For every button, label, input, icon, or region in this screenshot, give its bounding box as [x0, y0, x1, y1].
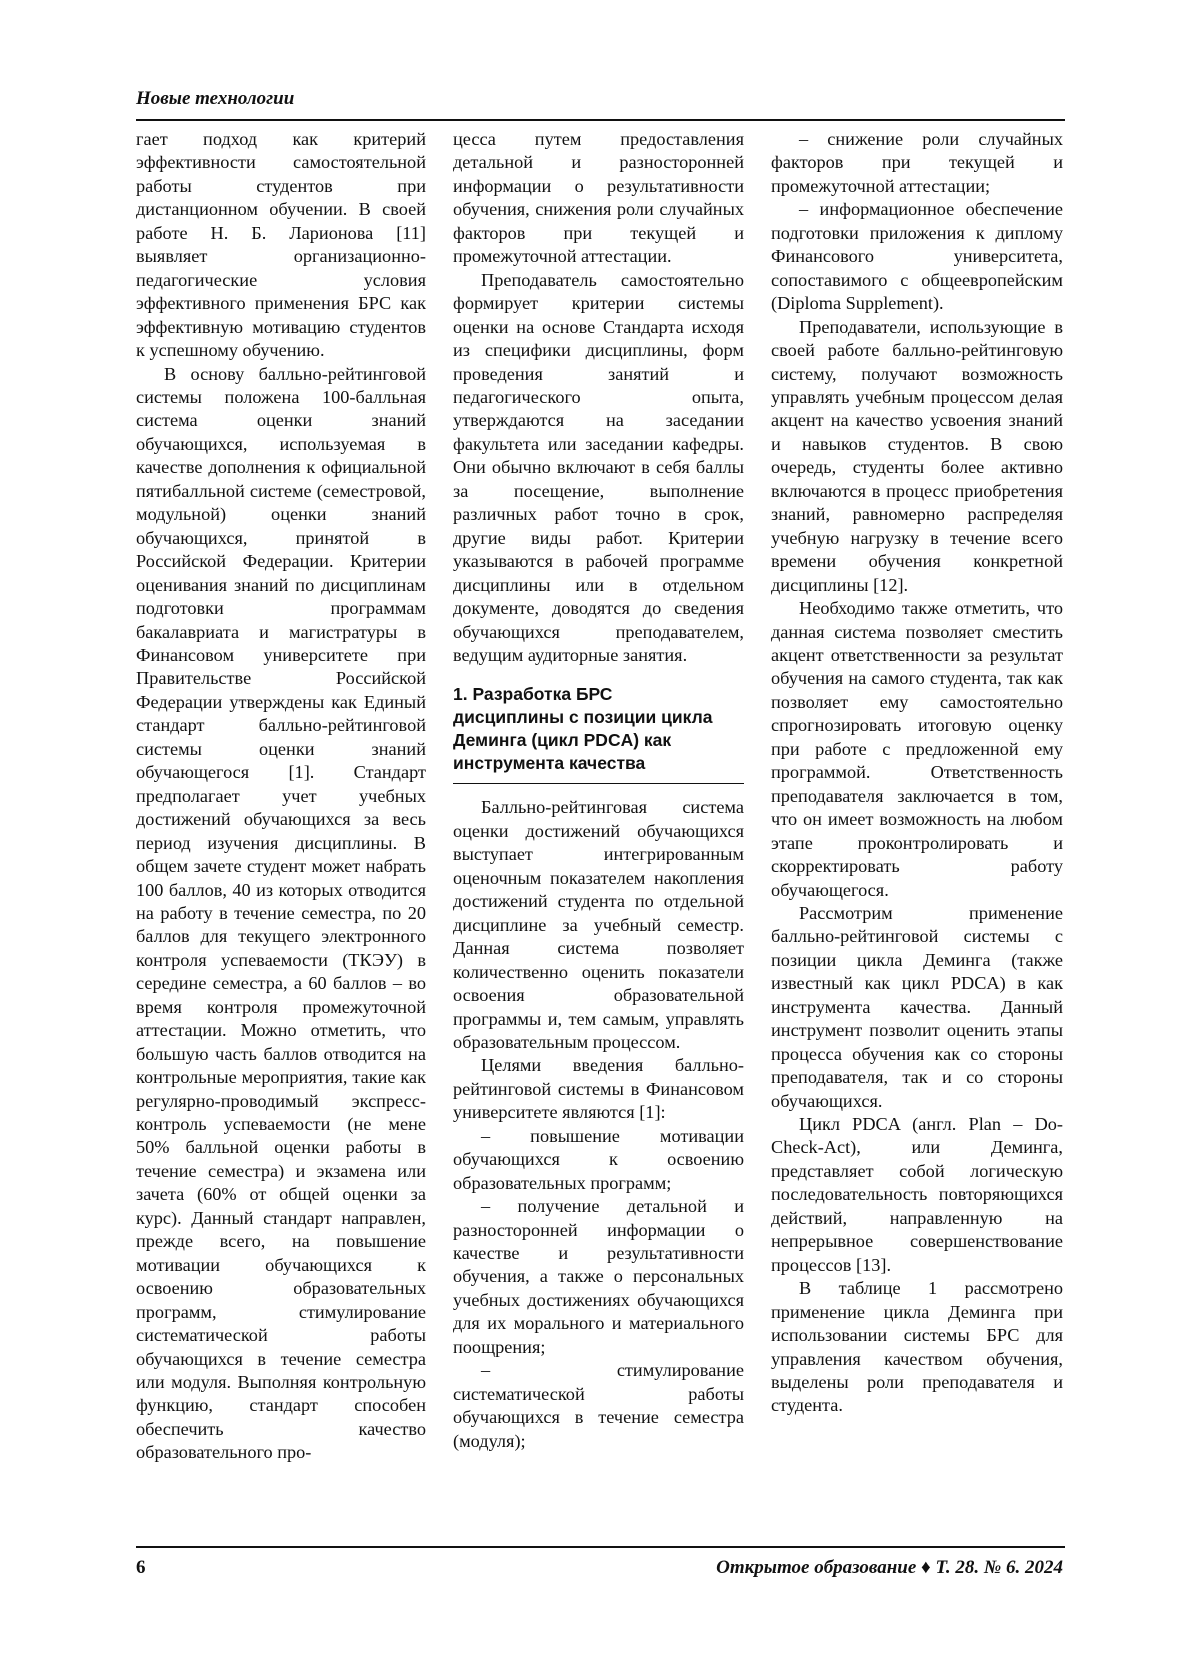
paragraph: цесса путем предоставления детальной и разносторонней информации о результативности обучения, снижения роли случайных факторов при текущей и промежуточной аттестации. — [453, 129, 744, 267]
text-column-1 — [136, 128, 426, 1465]
paragraph: гает подход как критерий эффективности самостоятельной работы студентов при дистанционном обучении. В своей работе Н. Б. Ларионова [11] выявляет организационно-педагогические условия эффективного применения БРС как эффективную мотивацию студентов к успешному обучению. — [136, 129, 426, 361]
section-heading-line: инструмента качества — [453, 753, 646, 774]
running-head-section: Новые технологии — [136, 88, 295, 109]
section-heading-line: дисциплины с позиции цикла — [453, 707, 713, 728]
journal-citation — [716, 1557, 1063, 1579]
paragraph: В таблице 1 рассмотрено применение цикла Деминга при использовании системы БРС для управления качеством обучения, выделены роли преподавателя и студента. — [771, 1278, 1063, 1416]
paragraph: Преподаватель самостоятельно формирует критерии системы оценки на основе Стандарта исходя из специфики дисциплины, форм проведения занятий и педагогического опыта, утверждаются на заседании факультета или заседании кафедры. Они обычно включают в себя баллы за посещение, выполнение различных работ точно в срок, другие виды работ. Критерии указываются в рабочей программе дисциплины или в отдельном документе, доводятся до сведения обучающихся преподавателем, ведущим аудиторные занятия. — [453, 269, 744, 665]
paragraph: Целями введения балльно-рейтинговой системы в Финансовом университете являются [1]: — [453, 1055, 744, 1123]
paragraph: Преподаватели, использующие в своей работе балльно-рейтинговую систему, получают возможность управлять учебным процессом делая акцент на качество усвоения знаний и навыков студентов. В свою очередь, студенты более активно включаются в процесс приобретения знаний, равномерно распределяя учебную нагрузку в течение всего времени обучения конкретной дисциплины [12]. — [771, 316, 1063, 595]
list-item: – снижение роли случайных факторов при текущей и промежуточной аттестации; — [771, 129, 1063, 196]
paragraph: Необходимо также отметить, что данная система позволяет сместить акцент ответственности за результат обучения на самого студента, так как позволяет ему самостоятельно спрогнозировать итоговую оценку при работе с предложенной ему программой. Ответственность преподавателя заключается в том, что он имеет возможность на любом этапе проконтролировать и скорректировать работу обучающегося. — [771, 598, 1063, 900]
list-item: – стимулирование систематической работы обучающихся в течение семестра (модуля); — [453, 1360, 744, 1451]
list-item: – получение детальной и разносторонней информации о качестве и результативности обучения, а также о персональных учебных достижениях обучающихся для их морального и материального поощрения; — [453, 1196, 744, 1357]
list-item: – повышение мотивации обучающихся к освоению образовательных программ; — [453, 1125, 744, 1193]
journal-title: Открытое образование — [716, 1557, 917, 1578]
text-column-3 — [771, 128, 1063, 1418]
footer-rule — [136, 1546, 1065, 1548]
section-heading-line: Деминга (цикл PDCA) как — [453, 730, 672, 751]
section-heading-line: 1. Разработка БРС — [453, 684, 613, 705]
section-heading — [453, 683, 744, 784]
paragraph: Цикл PDCA (англ. Plan – Do-Check-Act), или Деминга, представляет собой логическую последовательность повторяющихся действий, направленную на непрерывное совершенствование процессов [13]. — [771, 1114, 1063, 1275]
paragraph: Балльно-рейтинговая система оценки достижений обучающихся выступает интегрированным оценочным показателем накопления достижений студента по отдельной дисциплине за учебный семестр. Данная система позволяет количественно оценить показатели освоения образовательной программы и, тем самым, управлять образовательным процессом. — [453, 797, 744, 1052]
header-rule — [136, 119, 1065, 121]
text-column-2 — [453, 128, 744, 1453]
journal-issue: Т. 28. № 6. 2024 — [935, 1557, 1063, 1578]
paragraph: В основу балльно-рейтинговой системы положена 100-балльная система оценки знаний обучающихся, используемая в качестве дополнения к официальной пятибалльной системе (семестровой, модульной) оценки знаний обучающихся, принятой в Российской Федерации. Критерии оценивания знаний по дисциплинам подготовки программам бакалавриата и магистратуры в Финансовом университете при Правительстве Российской Федерации утверждены как Единый стандарт балльно-рейтинговой системы оценки знаний обучающегося [1]. Стандарт предполагает учет учебных достижений обучающихся за весь период изучения дисциплины. В общем зачете студент может набрать 100 баллов, 40 из которых отводится на работу в течение семестра, по 20 баллов для текущего электронного контроля успеваемости (ТКЭУ) в середине семестра, а 60 баллов – во время контроля промежуточной аттестации. Можно отметить, что большую часть баллов отводится на контрольные мероприятия, такие как регулярно-проводимый экспресс-контроль успеваемости (не мене 50% балльной оценки работы в течение семестра) и экзамена или зачета (60% от общей оценки за курс). Данный стандарт направлен, прежде всего, на повышение мотивации обучающихся к освоению образовательных программ, стимулирование систематической работы обучающихся в течение семестра или модуля. Выполняя контрольную функцию, стандарт способен обеспечить качество образовательного про- — [136, 363, 426, 1463]
page-number: 6 — [136, 1557, 146, 1578]
list-item: – информационное обеспечение подготовки приложения к диплому Финансового университета, сопоставимого с общеевропейским (Diploma Supplement). — [771, 199, 1063, 314]
diamond-separator: ♦ — [921, 1557, 931, 1578]
paragraph: Рассмотрим применение балльно-рейтинговой системы с позиции цикла Деминга (также известный как цикл PDCA) в как инструмента качества. Данный инструмент позволит оценить этапы процесса обучения как со стороны преподавателя, так и со стороны обучающихся. — [771, 902, 1063, 1111]
